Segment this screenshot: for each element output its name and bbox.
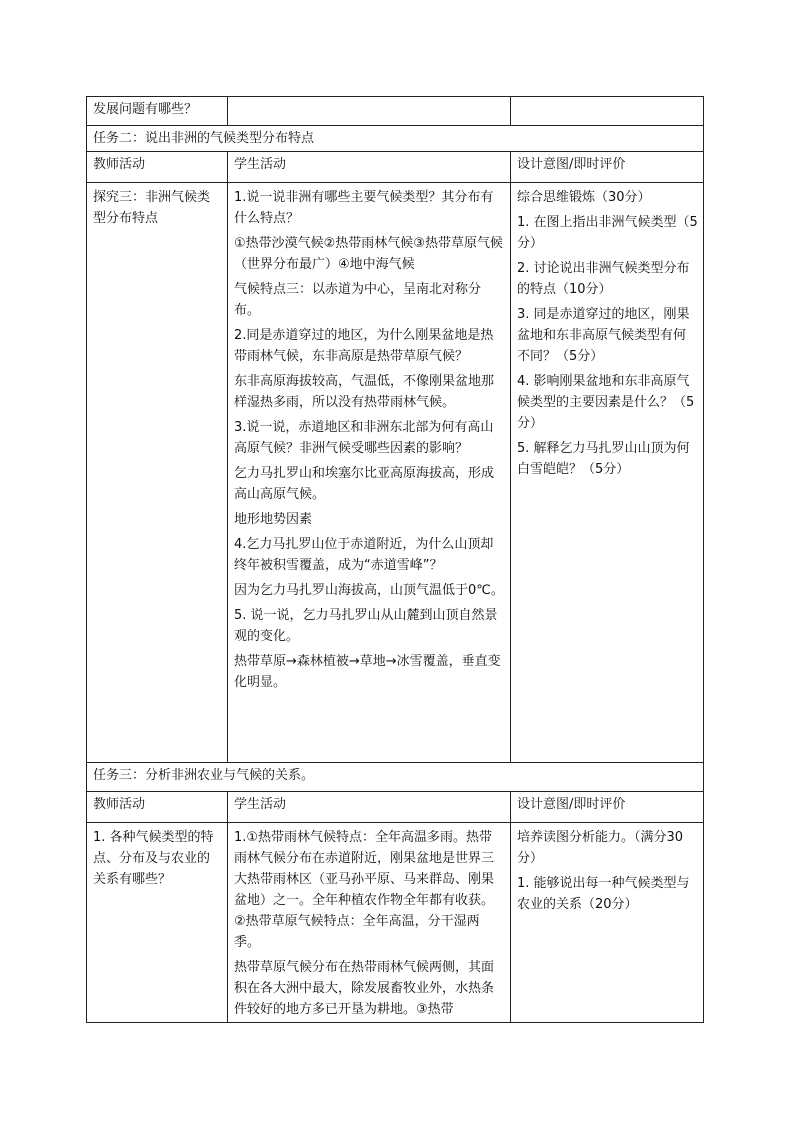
paragraph: 4. 影响刚果盆地和东非高原气候类型的主要因素是什么？（5分） <box>517 374 695 431</box>
paragraph: 1. 能够说出每一种气候类型与农业的关系（20分） <box>517 876 690 912</box>
task-heading-row <box>87 126 704 152</box>
paragraph: 5. 说一说，乞力马扎罗山从山麓到山顶自然景观的变化。 <box>234 608 498 644</box>
header-teacher-activity: 教师活动 <box>87 792 228 823</box>
paragraph: 5. 解释乞力马扎罗山山顶为何白雪皑皑？（5分） <box>517 441 690 477</box>
paragraph: 3. 同是赤道穿过的地区，刚果盆地和东非高原气候类型有何不同？（5分） <box>517 307 690 364</box>
teacher-activity-cell: 1. 各种气候类型的特点、分布及与农业的关系有哪些？ <box>87 823 228 1023</box>
paragraph: 综合思维锻炼（30分） <box>517 190 651 205</box>
paragraph: 地形地势因素 <box>234 512 313 527</box>
paragraph: 1. 在图上指出非洲气候类型（5分） <box>517 215 698 251</box>
paragraph: 3.说一说，赤道地区和非洲东北部为何有高山高原气候？非洲气候受哪些因素的影响？ <box>234 420 494 456</box>
table-row <box>87 823 704 1023</box>
paragraph: 2.同是赤道穿过的地区，为什么刚果盆地是热带雨林气候，东非高原是热带草原气候？ <box>234 328 494 364</box>
paragraph: 因为乞力马扎罗山海拔高，山顶气温低于0℃。 <box>234 583 504 598</box>
paragraph: ①热带沙漠气候②热带雨林气候③热带草原气候（世界分布最广）④地中海气候 <box>234 236 503 272</box>
design-intent-cell <box>511 823 704 1023</box>
paragraph: 1.说一说非洲有哪些主要气候类型？其分布有什么特点？ <box>234 190 494 226</box>
header-teacher-activity: 教师活动 <box>87 152 228 183</box>
paragraph: 培养读图分析能力。（满分30分） <box>517 830 684 866</box>
paragraph: 气候特点三：以赤道为中心，呈南北对称分布。 <box>234 282 482 318</box>
table-row <box>87 97 704 126</box>
teacher-activity-cell: 发展问题有哪些？ <box>87 97 228 126</box>
student-activity-cell <box>228 183 511 763</box>
student-activity-cell <box>228 823 511 1023</box>
task-two-heading: 任务二：说出非洲的气候类型分布特点 <box>87 126 704 152</box>
task-heading-row <box>87 763 704 792</box>
paragraph: 4.乞力马扎罗山位于赤道附近，为什么山顶却终年被积雪覆盖，成为“赤道雪峰”？ <box>234 537 494 573</box>
task-three-heading: 任务三：分析非洲农业与气候的关系。 <box>87 763 704 792</box>
lesson-plan-table <box>86 96 704 1023</box>
header-student-activity: 学生活动 <box>228 152 511 183</box>
header-design-intent: 设计意图/即时评价 <box>511 152 704 183</box>
teacher-activity-cell: 探究三：非洲气候类型分布特点 <box>87 183 228 763</box>
header-design-intent: 设计意图/即时评价 <box>511 792 704 823</box>
paragraph: 乞力马扎罗山和埃塞尔比亚高原海拔高，形成高山高原气候。 <box>234 466 495 502</box>
table-row <box>87 183 704 763</box>
paragraph: 2. 讨论说出非洲气候类型分布的特点（10分） <box>517 261 690 297</box>
paragraph: 热带草原→森林植被→草地→冰雪覆盖，垂直变化明显。 <box>234 654 501 690</box>
design-intent-cell <box>511 97 704 126</box>
paragraph: 1.①热带雨林气候特点：全年高温多雨。热带雨林气候分布在赤道附近，刚果盆地是世界三大热带雨林区（亚马孙平原、马来群岛、刚果盆地）之一。全年种植农作物全年都有收获。②热带草原气候特点：全年高温，分干湿两季。 <box>234 830 495 950</box>
column-header-row <box>87 152 704 183</box>
paragraph: 热带草原气候分布在热带雨林气候两侧，其面积在各大洲中最大，除发展畜牧业外，水热条件较好的地方多已开垦为耕地。③热带 <box>234 960 495 1017</box>
column-header-row <box>87 792 704 823</box>
header-student-activity: 学生活动 <box>228 792 511 823</box>
design-intent-cell <box>511 183 704 763</box>
student-activity-cell <box>228 97 511 126</box>
paragraph: 东非高原海拔较高，气温低，不像刚果盆地那样湿热多雨，所以没有热带雨林气候。 <box>234 374 495 410</box>
